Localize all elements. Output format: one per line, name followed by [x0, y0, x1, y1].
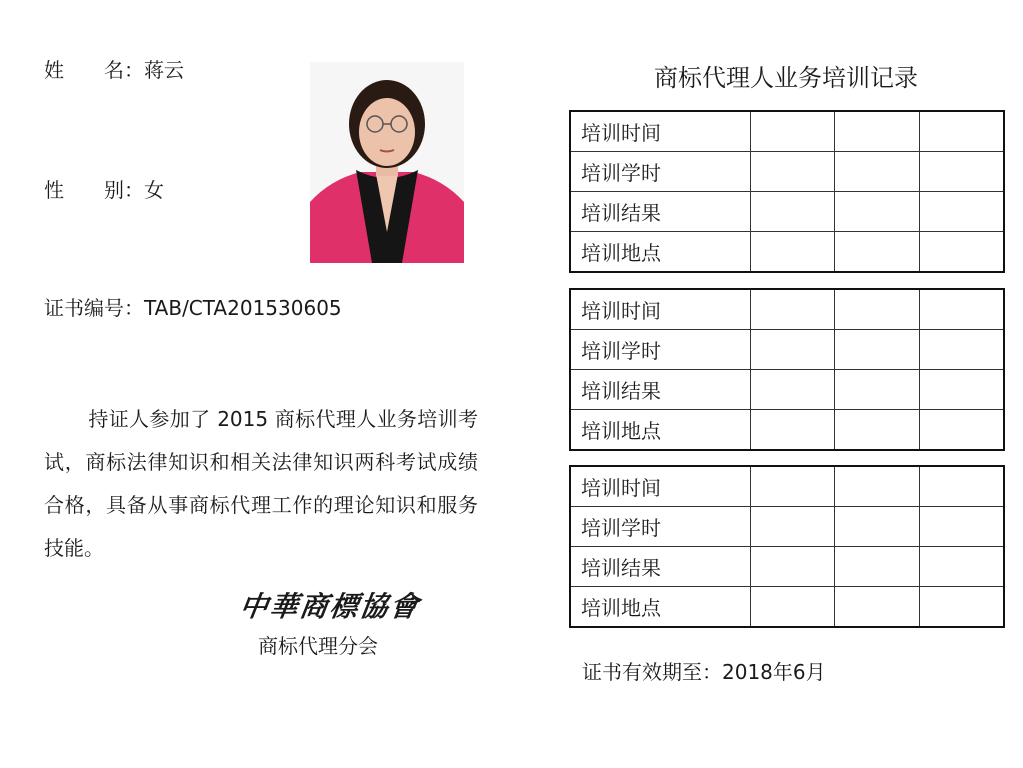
organization-branch: 商标代理分会	[258, 634, 378, 658]
row-label: 培训结果	[570, 370, 751, 410]
record-cell	[751, 370, 835, 410]
record-cell	[835, 152, 919, 192]
row-label: 培训学时	[570, 152, 751, 192]
record-cell	[919, 370, 1004, 410]
record-cell	[751, 232, 835, 273]
record-cell	[751, 507, 835, 547]
record-cell	[835, 289, 919, 330]
record-cell	[835, 587, 919, 628]
validity-field	[582, 656, 826, 685]
training-record-table-2	[569, 288, 1005, 451]
holder-photo	[310, 62, 464, 263]
table-row	[570, 232, 1004, 273]
name-label: 姓 名：	[44, 58, 144, 82]
gender-label: 性 别：	[44, 178, 144, 202]
record-cell	[751, 192, 835, 232]
gender-value: 女	[144, 178, 164, 202]
record-cell	[919, 232, 1004, 273]
record-cell	[835, 192, 919, 232]
row-label: 培训学时	[570, 507, 751, 547]
certificate-number-label: 证书编号：	[44, 296, 144, 320]
record-cell	[919, 466, 1004, 507]
record-cell	[751, 410, 835, 451]
row-label: 培训结果	[570, 192, 751, 232]
record-cell	[919, 152, 1004, 192]
record-cell	[835, 370, 919, 410]
table-row	[570, 547, 1004, 587]
row-label: 培训学时	[570, 330, 751, 370]
record-cell	[835, 232, 919, 273]
certificate-statement-text: 持证人参加了 2015 商标代理人业务培训考试，商标法律知识和相关法律知识两科考试成绩合格，具备从事商标代理工作的理论知识和服务技能。	[44, 407, 478, 560]
record-cell	[919, 289, 1004, 330]
record-cell	[835, 410, 919, 451]
table-row	[570, 192, 1004, 232]
table-row	[570, 410, 1004, 451]
name-value: 蒋云	[144, 58, 184, 82]
row-label: 培训结果	[570, 547, 751, 587]
record-cell	[919, 547, 1004, 587]
record-cell	[835, 547, 919, 587]
certificate-number-value: TAB/CTA201530605	[144, 296, 342, 320]
record-cell	[919, 330, 1004, 370]
table-row	[570, 507, 1004, 547]
table-row	[570, 587, 1004, 628]
record-cell	[751, 111, 835, 152]
table-row	[570, 466, 1004, 507]
row-label: 培训时间	[570, 466, 751, 507]
record-cell	[919, 410, 1004, 451]
training-record-table-1	[569, 110, 1005, 273]
validity-value: 2018年6月	[722, 660, 826, 684]
record-cell	[919, 192, 1004, 232]
portrait-illustration	[310, 62, 464, 263]
record-cell	[751, 466, 835, 507]
training-record-table-3	[569, 465, 1005, 628]
table-row	[570, 370, 1004, 410]
certificate-statement	[44, 398, 478, 570]
record-cell	[751, 330, 835, 370]
record-cell	[751, 152, 835, 192]
row-label: 培训地点	[570, 232, 751, 273]
record-cell	[835, 507, 919, 547]
record-cell	[835, 111, 919, 152]
certificate-number-field	[44, 296, 342, 320]
record-cell	[751, 289, 835, 330]
record-cell	[919, 507, 1004, 547]
row-label: 培训时间	[570, 111, 751, 152]
record-cell	[919, 587, 1004, 628]
record-cell	[751, 587, 835, 628]
row-label: 培训地点	[570, 410, 751, 451]
table-row	[570, 289, 1004, 330]
validity-label: 证书有效期至：	[582, 660, 722, 684]
table-row	[570, 111, 1004, 152]
row-label: 培训时间	[570, 289, 751, 330]
record-cell	[751, 547, 835, 587]
row-label: 培训地点	[570, 587, 751, 628]
organization-calligraphy: 中華商標協會	[237, 590, 423, 623]
table-row	[570, 330, 1004, 370]
table-row	[570, 152, 1004, 192]
record-cell	[835, 330, 919, 370]
record-cell	[919, 111, 1004, 152]
name-field	[44, 58, 184, 82]
record-cell	[835, 466, 919, 507]
gender-field	[44, 178, 164, 202]
training-record-title: 商标代理人业务培训记录	[654, 64, 918, 92]
